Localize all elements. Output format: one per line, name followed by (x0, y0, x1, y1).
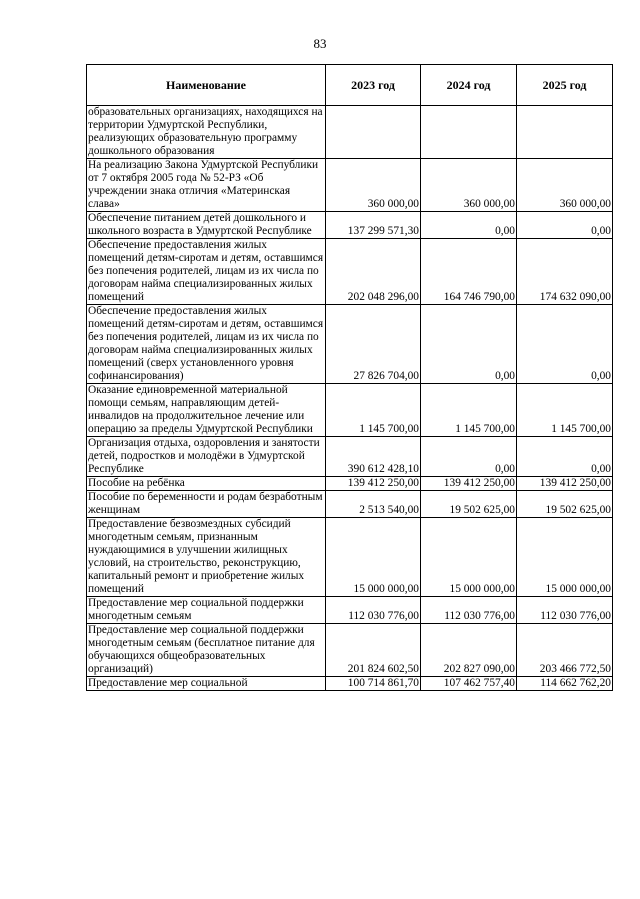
row-name-cell: Предоставление мер социальной (87, 677, 326, 691)
row-value-2023: 202 048 296,00 (326, 239, 421, 305)
row-name-cell: Предоставление мер социальной поддержки многодетным семьям (бесплатное питание для обучающихся общеобразовательных организаций) (87, 624, 326, 677)
row-value-2024 (421, 106, 517, 159)
table-row (87, 518, 613, 597)
table-row (87, 437, 613, 477)
row-name-cell: Предоставление безвозмездных субсидий многодетным семьям, признанным нуждающимися в улучшении жилищных условий, на строительство, реконструкцию, капитальный ремонт и приобретение жилых помещений (87, 518, 326, 597)
table-header-row (87, 65, 613, 106)
row-name-cell: образовательных организациях, находящихся на территории Удмуртской Республики, реализующих образовательную программу дошкольного образования (87, 106, 326, 159)
header-2024: 2024 год (421, 65, 517, 106)
budget-table (86, 64, 613, 691)
row-name-cell: Обеспечение предоставления жилых помещений детям-сиротам и детям, оставшимся без попечения родителей, лицам из их числа по договорам найма специализированных жилых помещений (сверх установленного уровня софинансирования) (87, 305, 326, 384)
header-2023: 2023 год (326, 65, 421, 106)
table-row (87, 491, 613, 518)
row-value-2025: 203 466 772,50 (517, 624, 613, 677)
row-value-2023: 137 299 571,30 (326, 212, 421, 239)
row-value-2025: 0,00 (517, 305, 613, 384)
row-value-2024: 19 502 625,00 (421, 491, 517, 518)
row-name-cell: Обеспечение предоставления жилых помещений детям-сиротам и детям, оставшимся без попечения родителей, лицам из их числа по договорам найма специализированных жилых помещений (87, 239, 326, 305)
row-name-cell: Организация отдыха, оздоровления и занятости детей, подростков и молодёжи в Удмуртской Республике (87, 437, 326, 477)
row-value-2024: 107 462 757,40 (421, 677, 517, 691)
row-value-2025: 139 412 250,00 (517, 477, 613, 491)
header-2025: 2025 год (517, 65, 613, 106)
table-row (87, 384, 613, 437)
table-row (87, 597, 613, 624)
row-value-2025: 360 000,00 (517, 159, 613, 212)
row-value-2023: 1 145 700,00 (326, 384, 421, 437)
header-name: Наименование (87, 65, 326, 106)
row-value-2024: 0,00 (421, 305, 517, 384)
table-row (87, 624, 613, 677)
table-row (87, 677, 613, 691)
page-number: 83 (313, 36, 327, 51)
row-value-2024: 202 827 090,00 (421, 624, 517, 677)
row-value-2025: 19 502 625,00 (517, 491, 613, 518)
row-value-2024: 139 412 250,00 (421, 477, 517, 491)
row-value-2023: 139 412 250,00 (326, 477, 421, 491)
table-row (87, 305, 613, 384)
row-name-cell: Пособие по беременности и родам безработным женщинам (87, 491, 326, 518)
row-name-cell: Пособие на ребёнка (87, 477, 326, 491)
row-value-2024: 1 145 700,00 (421, 384, 517, 437)
row-value-2025: 112 030 776,00 (517, 597, 613, 624)
row-value-2023: 15 000 000,00 (326, 518, 421, 597)
table-row (87, 106, 613, 159)
table-row (87, 239, 613, 305)
row-value-2023: 112 030 776,00 (326, 597, 421, 624)
row-value-2025: 15 000 000,00 (517, 518, 613, 597)
row-value-2023: 27 826 704,00 (326, 305, 421, 384)
row-value-2025: 114 662 762,20 (517, 677, 613, 691)
row-name-cell: Предоставление мер социальной поддержки многодетным семьям (87, 597, 326, 624)
row-value-2024: 0,00 (421, 437, 517, 477)
row-name-cell: Оказание единовременной материальной помощи семьям, направляющим детей-инвалидов на продолжительное лечение или операцию за пределы Удмуртской Республики (87, 384, 326, 437)
row-value-2024: 360 000,00 (421, 159, 517, 212)
row-value-2025 (517, 106, 613, 159)
row-value-2023: 2 513 540,00 (326, 491, 421, 518)
row-value-2023 (326, 106, 421, 159)
row-value-2025: 0,00 (517, 212, 613, 239)
row-name-cell: Обеспечение питанием детей дошкольного и школьного возраста в Удмуртской Республике (87, 212, 326, 239)
row-value-2025: 0,00 (517, 437, 613, 477)
row-value-2023: 100 714 861,70 (326, 677, 421, 691)
row-value-2023: 360 000,00 (326, 159, 421, 212)
row-value-2023: 201 824 602,50 (326, 624, 421, 677)
row-value-2025: 174 632 090,00 (517, 239, 613, 305)
row-name-cell: На реализацию Закона Удмуртской Республики от 7 октября 2005 года № 52-РЗ «Об учреждении знака отличия «Материнская слава» (87, 159, 326, 212)
table-row (87, 212, 613, 239)
table-row (87, 477, 613, 491)
row-value-2024: 112 030 776,00 (421, 597, 517, 624)
row-value-2025: 1 145 700,00 (517, 384, 613, 437)
row-value-2024: 0,00 (421, 212, 517, 239)
row-value-2023: 390 612 428,10 (326, 437, 421, 477)
row-value-2024: 15 000 000,00 (421, 518, 517, 597)
row-value-2024: 164 746 790,00 (421, 239, 517, 305)
table-row (87, 159, 613, 212)
